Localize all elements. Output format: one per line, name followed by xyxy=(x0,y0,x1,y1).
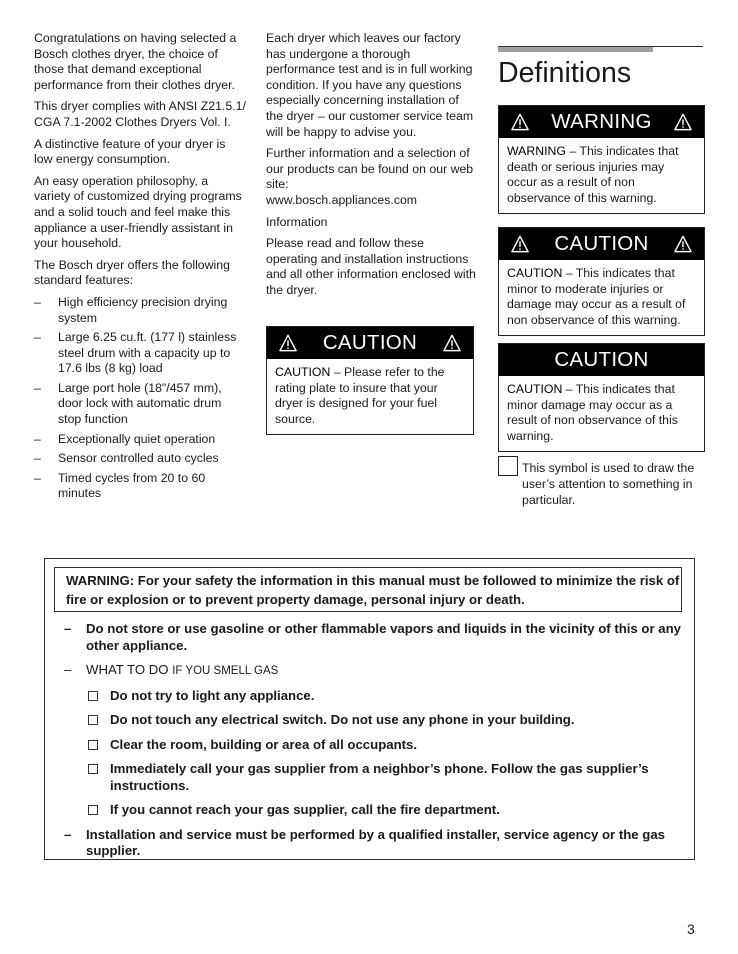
caution-header xyxy=(499,228,704,260)
list-item: – Do not store or use gasoline or other flammable vapors and liquids in the vicinity of this or any other appliance. xyxy=(64,621,682,653)
list-item: – Large port hole (18"/457 mm), door lock with automatic drum stop function xyxy=(34,381,246,428)
attention-symbol-icon xyxy=(498,456,518,476)
gas-step-text: Do not try to light any appliance. xyxy=(110,687,315,703)
caution-title: CAUTION xyxy=(554,348,649,371)
caution-body xyxy=(499,260,704,335)
caution-title: CAUTION xyxy=(554,232,649,255)
caution-minor-definition-box xyxy=(498,343,705,452)
website-link[interactable]: www.bosch.appliances.com xyxy=(266,192,418,207)
gas-step-text: Clear the room, building or area of all occupants. xyxy=(110,736,418,752)
caution-box-fuel xyxy=(266,326,474,435)
list-item: – High efficiency precision drying system xyxy=(34,295,246,326)
list-item xyxy=(64,761,684,794)
caution-body xyxy=(499,376,704,451)
features-intro: The Bosch dryer offers the following standard features: xyxy=(34,257,230,288)
warning-triangle-icon xyxy=(511,113,529,131)
checkbox-icon xyxy=(88,715,98,725)
caution-lead: CAUTION xyxy=(275,365,331,379)
caution-title: CAUTION xyxy=(322,331,418,354)
safety-list xyxy=(64,621,684,868)
safety-warning-header: WARNING: For your safety the information in this manual must be followed to minimize the risk of fire or explosion or to prevent property damage, personal injury or death. xyxy=(54,567,682,612)
page-title: Definitions xyxy=(498,57,632,89)
warning-triangle-icon xyxy=(674,235,692,253)
list-item xyxy=(64,737,684,754)
warning-lead: WARNING xyxy=(507,144,566,158)
list-item xyxy=(64,688,684,705)
feature-list xyxy=(34,295,246,502)
checkbox-icon xyxy=(88,691,98,701)
compliance-paragraph: This dryer complies with ANSI Z21.5.1/ CGA 7.1-2002 Clothes Dryers Vol. I. xyxy=(34,99,246,129)
list-item: – Large 6.25 cu.ft. (177 l) stainless steel drum with a capacity up to 17.6 lbs (8 kg) load xyxy=(34,330,246,377)
caution-lead: CAUTION xyxy=(507,382,563,396)
warning-triangle-icon xyxy=(443,334,461,352)
list-item xyxy=(64,802,684,819)
gas-step-text: Do not touch any electrical switch. Do not use any phone in your building. xyxy=(110,712,575,727)
info-paragraph: Please read and follow these operating and installation instructions and all other information enclosed with the dryer. xyxy=(266,236,476,297)
safety-item-text: Installation and service must be performed by a qualified installer, service agency or the gas supplier. xyxy=(86,826,665,858)
intro-column xyxy=(34,31,246,506)
energy-paragraph: A distinctive feature of your dryer is low energy consumption. xyxy=(34,136,226,167)
caution-header xyxy=(267,327,473,359)
list-item: – WHAT TO DO IF YOU SMELL GAS xyxy=(64,662,279,677)
operation-paragraph: An easy operation philosophy, a variety of customized drying programs and a solid touch and feel make this appliance a user-friendly assistant in your household. xyxy=(34,173,242,251)
gas-step-text: If you cannot reach your gas supplier, call the fire department. xyxy=(110,802,500,817)
checkbox-icon xyxy=(88,740,98,750)
gas-step-text: Immediately call your gas supplier from a neighbor’s phone. Follow the gas supplier’s instructions. xyxy=(110,761,649,793)
warning-definition-box xyxy=(498,105,705,214)
gas-smell-prefix: WHAT TO DO xyxy=(86,662,173,677)
caution-text: – This indicates that minor damage may occur as a result of non observance of this warning. xyxy=(507,382,678,443)
warning-text: – This indicates that death or serious injuries may occur as a result of non observance of this warning. xyxy=(507,144,679,205)
caution-text: – Please refer to the rating plate to insure that your dryer is designed for your fuel source. xyxy=(275,365,445,426)
warning-title: WARNING xyxy=(551,110,652,133)
gas-smell-heading: IF YOU SMELL GAS xyxy=(172,665,279,677)
checkbox-icon xyxy=(88,764,98,774)
safety-item-text: Do not store or use gasoline or other flammable vapors and liquids in the vicinity of this or any other appliance. xyxy=(86,621,682,653)
warning-triangle-icon xyxy=(279,334,297,352)
list-item: – Exceptionally quiet operation xyxy=(34,432,246,448)
list-item xyxy=(64,712,684,729)
warning-triangle-icon xyxy=(511,235,529,253)
info-heading: Information xyxy=(266,214,328,229)
symbol-description: This symbol is used to draw the user’s attention to something in particular. xyxy=(522,461,695,507)
list-item: – Timed cycles from 20 to 60 minutes xyxy=(34,471,246,502)
list-item: – Installation and service must be performed by a qualified installer, service agency or the gas supplier. xyxy=(64,826,665,858)
caution-definition-box xyxy=(498,227,705,336)
caution-body xyxy=(267,359,473,434)
intro-paragraph: Congratulations on having selected a Bosch clothes dryer, the choice of those that demand exceptional performance from their clothes dryer. xyxy=(34,31,237,92)
warning-triangle-icon xyxy=(674,113,692,131)
warning-header xyxy=(499,106,704,138)
caution-text: – This indicates that minor to moderate injuries or damage may occur as a result of non observance of this warning. xyxy=(507,266,686,327)
caution-header xyxy=(499,344,704,376)
checkbox-icon xyxy=(88,805,98,815)
list-item: – Sensor controlled auto cycles xyxy=(34,451,246,467)
caution-lead: CAUTION xyxy=(507,266,563,280)
page-number: 3 xyxy=(687,921,695,937)
info-column xyxy=(266,31,476,305)
website-paragraph xyxy=(266,146,476,208)
divider-accent xyxy=(498,47,653,52)
website-text: Further information and a selection of our products can be found on our web site: xyxy=(266,146,474,192)
factory-paragraph: Each dryer which leaves our factory has undergone a thorough performance test and is in full working condition. If you have any questions especially concerning installation of the dryer – our customer service team will be happy to advise you. xyxy=(266,31,474,139)
warning-body xyxy=(499,138,704,213)
